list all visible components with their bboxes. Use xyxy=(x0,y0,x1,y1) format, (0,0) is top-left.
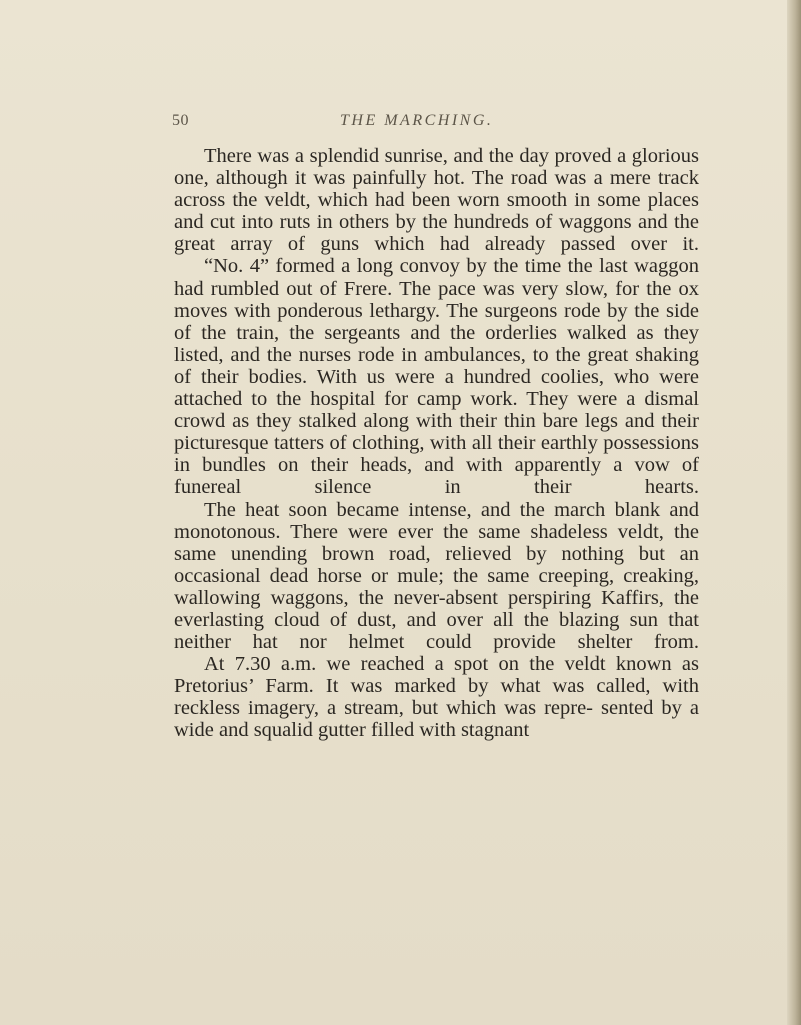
paragraph-1: There was a splendid sunrise, and the day proved a glorious one, although it was painfully hot. The road was a mere track across the veldt, which had been worn smooth in some places and cut into ruts in others by the hundreds of waggons and the great array of guns which had already passed over it. xyxy=(174,145,699,256)
paragraph-2: “No. 4” formed a long convoy by the time the last waggon had rumbled out of Frere. The pace was very slow, for the ox moves with ponderous lethargy. The surgeons rode by the side of the train, the sergeants and the orderlies walked as they listed, and the nurses rode in ambulances, to the great shaking of their bodies. With us were a hundred coolies, who were attached to the hospital for camp work. They were a dismal crowd as they stalked along with their thin bare legs and their picturesque tatters of clothing, with all their earthly possessions in bundles on their heads, and with apparently a vow of funereal silence in their hearts. xyxy=(174,255,699,499)
page-edge-shadow xyxy=(787,0,801,1025)
paragraph-3: The heat soon became intense, and the march blank and monotonous. There were ever the same shadeless veldt, the same unending brown road, relieved by nothing but an occasional dead horse or mule; the same creeping, creaking, wallowing waggons, the never-absent perspiring Kaffirs, the everlasting cloud of dust, and over all the blazing sun that neither hat nor helmet could provide shelter from. xyxy=(174,498,699,654)
running-title: THE MARCHING. xyxy=(340,112,494,129)
paragraph-4: At 7.30 a.m. we reached a spot on the veldt known as Pretorius’ Farm. It was marked by what was called, with reckless imagery, a stream, but which was repre- sented by a wide and squalid gutter filled with stagnant xyxy=(174,653,699,742)
running-header xyxy=(0,112,801,136)
page-number: 50 xyxy=(172,112,189,129)
body-text xyxy=(174,145,699,742)
